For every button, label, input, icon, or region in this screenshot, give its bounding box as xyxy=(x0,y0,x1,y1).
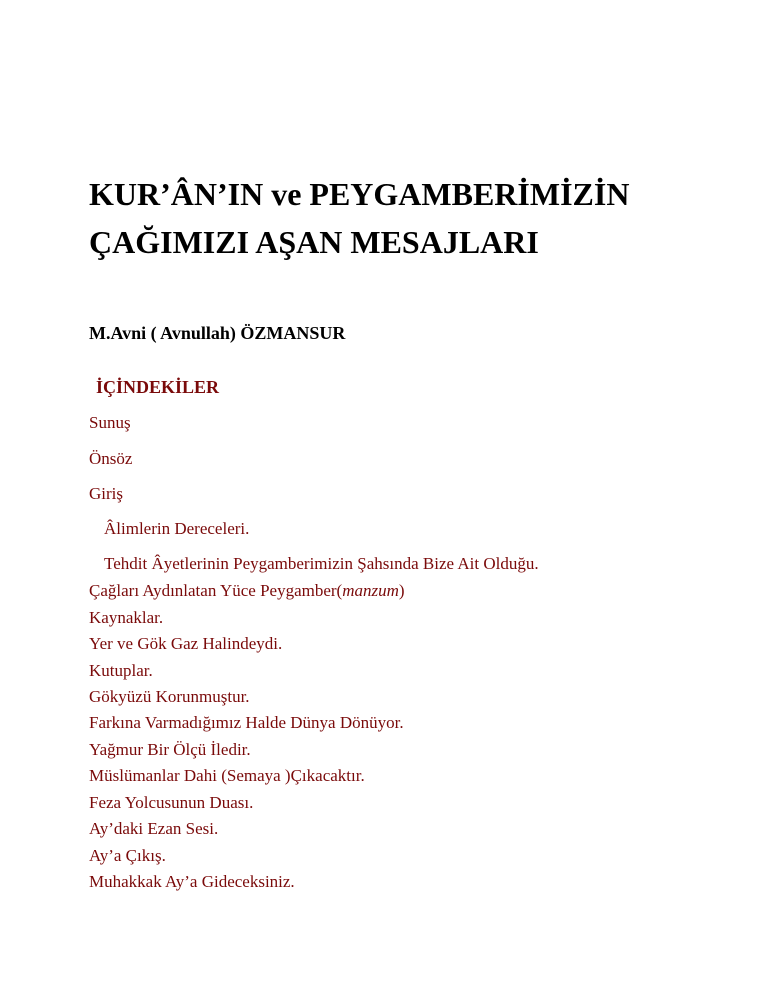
toc-item-yagmur[interactable]: Yağmur Bir Ölçü İledir. xyxy=(89,740,251,759)
toc-item-onsoz[interactable]: Önsöz xyxy=(89,449,133,468)
toc-item-caglari-aydinlatan[interactable] xyxy=(89,581,405,601)
toc-item-tehdit-ayetleri[interactable]: Tehdit Âyetlerinin Peygamberimizin Şahsında Bize Ait Olduğu. xyxy=(104,554,539,573)
toc-item-aya-cikis[interactable]: Ay’a Çıkış. xyxy=(89,846,166,865)
toc-item-muslumanlar[interactable]: Müslümanlar Dahi (Semaya )Çıkacaktır. xyxy=(89,766,365,785)
toc-item-kaynaklar[interactable]: Kaynaklar. xyxy=(89,608,164,627)
document-title-line-2: ÇAĞIMIZI AŞAN MESAJLARI xyxy=(89,224,539,260)
toc-item-caglari-suffix: ) xyxy=(398,581,405,600)
toc-heading: İÇİNDEKİLER xyxy=(96,377,220,397)
toc-item-sunus[interactable]: Sunuş xyxy=(89,413,131,432)
toc-item-ezan-sesi[interactable]: Ay’daki Ezan Sesi. xyxy=(89,819,219,838)
toc-item-caglari-italic: manzum xyxy=(342,581,399,600)
toc-item-kutuplar[interactable]: Kutuplar. xyxy=(89,661,153,680)
toc-item-alimlerin-dereceleri[interactable]: Âlimlerin Dereceleri. xyxy=(104,519,250,538)
toc-item-feza-yolcusu[interactable]: Feza Yolcusunun Duası. xyxy=(89,793,254,812)
document-title-line-1: KUR’ÂN’IN ve PEYGAMBERİMİZİN xyxy=(89,176,630,212)
toc-item-gokyuzu[interactable]: Gökyüzü Korunmuştur. xyxy=(89,687,250,706)
toc-item-caglari-label: Çağları Aydınlatan Yüce Peygamber( xyxy=(89,581,343,600)
toc-item-aya-gideceksiniz[interactable]: Muhakkak Ay’a Gideceksiniz. xyxy=(89,872,295,891)
toc-item-yer-ve-gok[interactable]: Yer ve Gök Gaz Halindeydi. xyxy=(89,634,283,653)
author-name: M.Avni ( Avnullah) ÖZMANSUR xyxy=(89,323,346,343)
toc-item-dunya-donuyor[interactable]: Farkına Varmadığımız Halde Dünya Dönüyor. xyxy=(89,713,404,732)
toc-item-giris[interactable]: Giriş xyxy=(89,484,123,503)
document-title xyxy=(89,170,729,266)
